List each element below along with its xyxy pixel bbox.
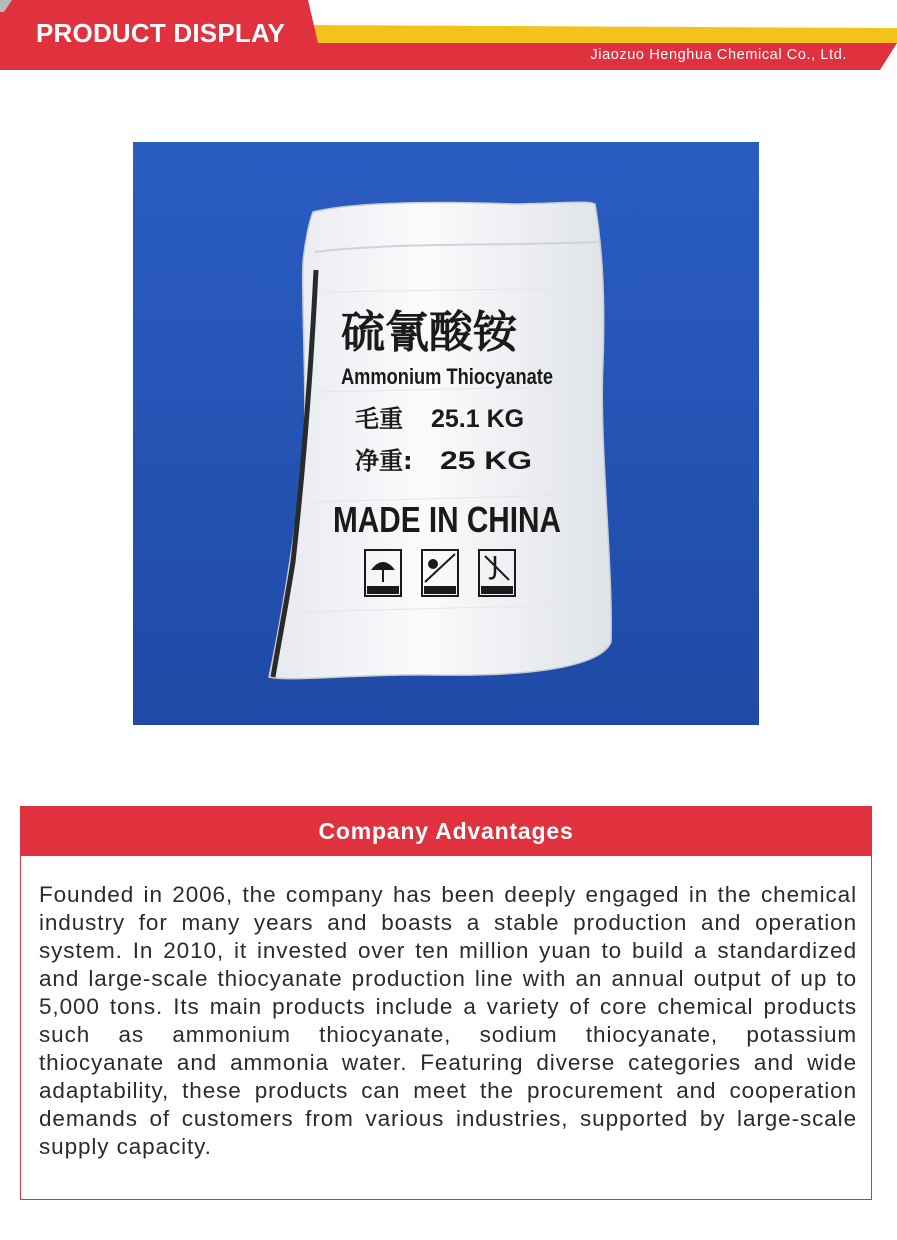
- bag-name-cn: 硫氰酸铵: [341, 307, 517, 358]
- advantages-body: Founded in 2006, the company has been deeply engaged in the chemical industry for many years and boasts a stable production and operation system. In 2010, it invested over ten million yuan to build a standardized and large-scale thiocyanate production line with an annual output of up to 5,000 tons. Its main products include a variety of core chemical products such as ammonium thiocyanate, sodium thiocyanate, potassium thiocyanate and ammonia water. Featuring diverse categories and wide adaptability, these products can meet the procurement and cooperation demands of customers from various industries, supported by large-scale supply capacity.: [39, 882, 857, 1159]
- bag-name-en: Ammonium Thiocyanate: [341, 364, 553, 389]
- bag-net-value: 25 KG: [440, 447, 532, 475]
- page-title: PRODUCT DISPLAY: [36, 18, 286, 48]
- header-banner: [0, 0, 897, 75]
- company-name: Jiaozuo Henghua Chemical Co., Ltd.: [590, 47, 847, 63]
- bag-gross-value: 25.1 KG: [431, 405, 525, 433]
- product-photo: [133, 142, 759, 725]
- bag-origin: MADE IN CHINA: [333, 499, 561, 540]
- bag-net-label: 净重:: [355, 447, 413, 475]
- company-advantages-panel: [20, 806, 872, 1200]
- bag-gross-label: 毛重: [355, 405, 403, 433]
- advantages-title: Company Advantages: [21, 807, 871, 856]
